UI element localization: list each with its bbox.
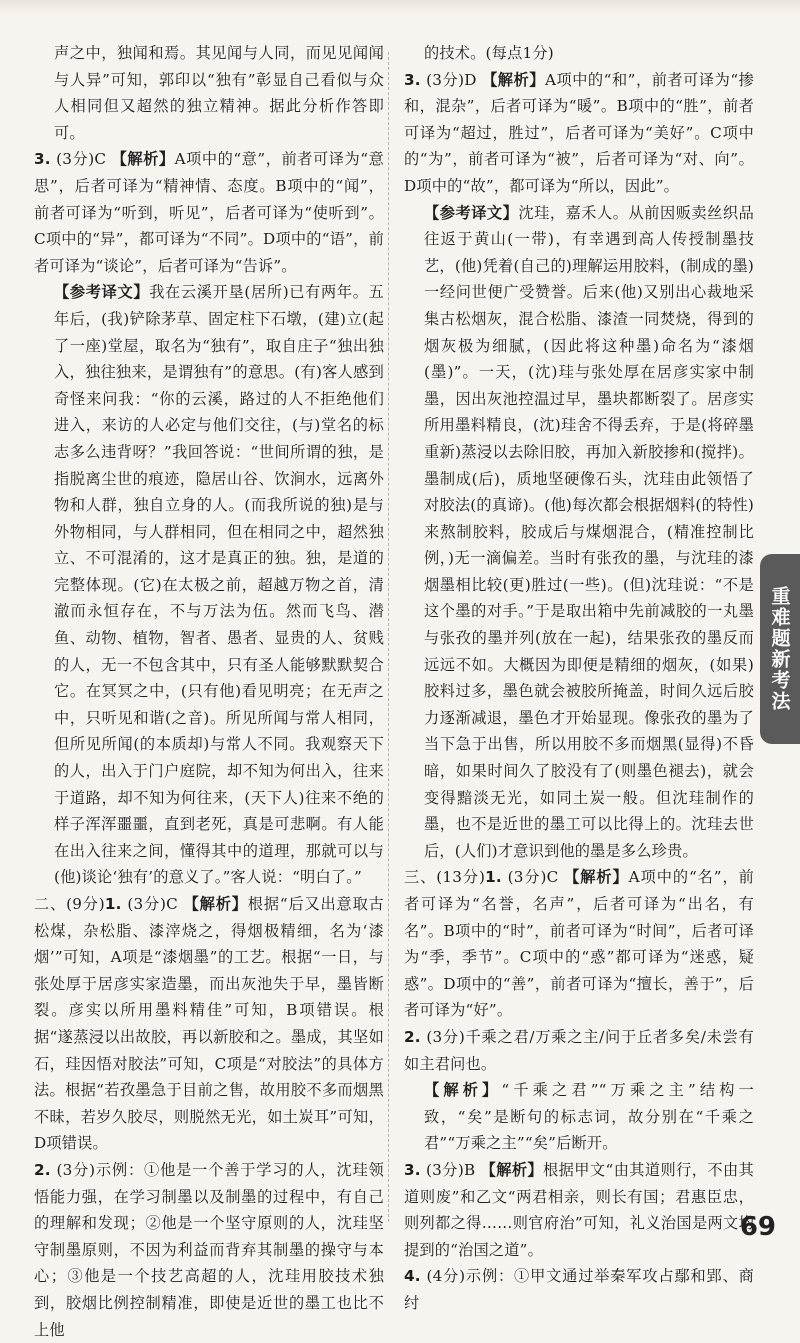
right-cont-text: 的技术。(每点1分): [424, 44, 554, 62]
left-column: [34, 40, 384, 1343]
section-three-q1: [404, 864, 754, 1024]
s3-q3-body: 根据甲文“由其道则行，不由其道则废”和乙文“两君相亲，则长有国；君惠臣忠，则列都之得……则官府治”可知，礼义治国是两文均提到的“治国之道”。: [404, 1160, 754, 1259]
s3-q1-body: A项中的“名”，前者可译为“名誉，名声”，后者可译为“出名，有名”。B项中的“时”，前者可译为“时间”，后者可译为“季，季节”。C项中的“惑”都可译为“迷惑，疑惑”。D项中的“善”，前者可译为“擅长，善于”，后者可译为“好”。: [404, 868, 754, 1020]
right-q3-score: (3分)D: [426, 70, 477, 89]
right-ref-body: 沈珪，嘉禾人。从前因贩卖丝织品往返于黄山(一带)，有幸遇到高人传授制墨技艺，(他)凭着(自己的)理解运用胶料，(制成的墨)一经问世便广受赞誉。后来(他)又别出心裁地采集古松烟灰，混合松脂、漆渣一同焚烧，得到的烟灰极为细腻，(因此将这种墨)命名为“漆烟(墨)”。一天，(沈)珪与张处厚在居彦实家中制墨，因出灰池控温过早，墨块都断裂了。居彦实所用墨料精良，(沈)珪舍不得丢弃，于是(将碎墨重新)蒸浸以去除旧胶，再加入新胶掺和(搅拌)。墨制成(后)，质地坚硬像石头，沈珪由此领悟了对胶法(的真谛)。(他)每次都会根据烟料(的特性)来熬制胶料，胶成后与煤烟混合，(精准控制比例，)无一滴偏差。当时有张孜的墨，与沈珪的漆烟墨相比较(更)胜过(一些)。(但)沈珪说：“不是这个墨的对手。”于是取出箱中先前减胶的一丸墨与张孜的墨并列(放在一起)，结果张孜的墨反而远远不如。大概因为即便是精细的烟灰，(如果)胶料过多，墨色就会被胶所掩盖，时间久远后胶力逐渐减退，墨色才开始显现。像张孜的墨为了当下急于出售，所以用胶不多而烟黑(显得)不昏暗，如果时间久了胶没有了(则墨色褪去)，就会变得黯淡无光，如同土炭一般。但沈珪制作的墨，也不是近世的墨工可以比得上的。沈珪去世后，(人们)才意识到他的墨是多么珍贵。: [424, 203, 755, 860]
right-continuation: [404, 40, 754, 67]
right-q3-number: 3.: [404, 70, 421, 89]
right-q3: [404, 67, 754, 200]
scan-edge: [0, 0, 800, 14]
s2-q1-score: (3分)C: [127, 895, 178, 913]
section-three-q4: [404, 1263, 754, 1316]
left-q3-tag: 【解析】: [111, 150, 175, 169]
page-number: 69: [739, 1212, 776, 1242]
s3-q4-number: 4.: [404, 1267, 421, 1286]
right-ref-tag: 【参考译文】: [424, 203, 519, 222]
left-ref-body: 我在云溪开垦(居所)已有两年。五年后，(我)铲除茅草、固定柱下石墩，(建)立(起了一座)堂屋，取名为“独有”，取自庄子“独出独入，独往独来，是谓独有”的意思。(有)客人感到奇怪来问我：“你的云溪，路过的人不拒绝他们进入，来访的人必定与他们交往，(与)堂名的标志多么违背呀？”我回答说：“世间所谓的独，是指脱离尘世的痕迹，隐居山谷、饮涧水，远离外物和人群，独自立身的人。(而我所说的独)是与外物相同，与人群相同，但在相同之中，超然独立、不可混淆的，这才是真正的独。独，是道的完整体现。(它)在太极之前，超越万物之首，清澈而永恒存在，不与万法为伍。然而飞鸟、潜鱼、动物、植物，智者、愚者、显贵的人、贫贱的人，无一不包含其中，只有圣人能够默默契合它。在冥冥之中，(只有他)看见明亮；在无声之中，只听见和谐(之音)。所见所闻与常人相同，但所见所闻(的本质却)与常人不同。我观察天下的人，出入于门户庭院，却不知为何出入，往来于道路，却不知为何往来，(天下人)往来不绝的样子浑浑噩噩，直到老死，真是可悲啊。有人能在出入往来之间，懂得其中的道理，那就可以与(他)谈论‘独有’的意义了。”客人说：“明白了。”: [54, 283, 384, 887]
s3-q3-tag: 【解析】: [480, 1160, 544, 1179]
left-ref-tag: 【参考译文】: [54, 283, 150, 302]
s2-q1-number: 1.: [104, 895, 122, 913]
section-three-q2-explanation: [404, 1077, 754, 1157]
s3-q4-body: 示例：①甲文通过举秦军攻占鄢和郢、商纣: [404, 1267, 754, 1312]
intro-paragraph: [34, 40, 384, 146]
section-three-number: 三、: [404, 868, 437, 887]
s3-q1-number: 1.: [485, 868, 502, 887]
left-reference-translation: [34, 279, 384, 891]
side-section-tab: [760, 554, 800, 744]
s3-q3-score: (3分)B: [426, 1160, 476, 1179]
right-reference-translation: [404, 200, 754, 865]
intro-text: 声之中，独闻和焉。其见闻与人同，而见见闻闻与人异”可知，郭印以“独有”彰显自己看似与众人相同但又超然的独立精神。据此分析作答即可。: [54, 44, 384, 142]
section-two-score: (9分): [66, 895, 105, 913]
section-two-q2: [34, 1157, 384, 1343]
s2-q1-body: 根据“后又出意取古松煤，杂松脂、漆滓烧之，得烟极精细，名为‘漆烟’”可知，A项是“漆烟墨”的工艺。根据“一日，与张处厚于居彦实家造墨，而出灰池失于早，墨皆断裂。彦实以所用墨料精佳”可知，B项错误。根据“遂蒸浸以出故胶，再以新胶和之。墨成，其坚如石，珪因悟对胶法”可知，C项是“对胶法”的具体方法。根据“若孜墨急于目前之售，故用胶不多而烟黑不昧，若岁久胶尽，则脱然无光，如土炭耳”可知，D项错误。: [34, 895, 384, 1153]
s3-q2-body: 千乘之君/万乘之主/问于丘者多矣/未尝有如主君问也。: [404, 1027, 754, 1073]
right-q3-tag: 【解析】: [482, 70, 545, 89]
s2-q2-score: (3分): [56, 1160, 96, 1179]
s3-q2-explanation-text: “千乘之君”“万乘之主”结构一致，“矣”是断句的标志词，故分别在“千乘之君”“万乘之主”“矣”后断开。: [424, 1081, 754, 1153]
s3-q3-number: 3.: [404, 1160, 421, 1179]
s3-q2-score: (3分): [426, 1027, 466, 1046]
left-q3-score: (3分)C: [56, 150, 107, 169]
left-q3: [34, 146, 384, 279]
section-three-q2: [404, 1024, 754, 1077]
s2-q1-tag: 【解析】: [183, 895, 248, 913]
s3-q1-score: (3分)C: [507, 868, 559, 887]
left-q3-body: A项中的“意”，前者可译为“意思”，后者可译为“精神情、态度。B项中的“闻”，前者可译为“听到，听见”，后者可译为“使听到”。C项中的“异”，都可译为“不同”。D项中的“语”，前者可译为“谈论”，后者可译为“告诉”。: [34, 150, 384, 275]
section-three-q3: [404, 1157, 754, 1263]
right-q3-body: A项中的“和”，前者可译为“掺和，混杂”，后者可译为“暖”。B项中的“胜”，前者可译为“超过，胜过”，后者可译为“美好”。C项中的“为”，前者可译为“被”，后者可译为“对、向”。D项中的“故”，都可译为“所以，因此”。: [404, 70, 755, 195]
side-tab-label: 重难题新考法: [768, 586, 791, 712]
section-three-score: (13分): [436, 868, 486, 887]
right-column: [404, 40, 754, 1317]
s3-q2-tag: 【解析】: [424, 1081, 502, 1100]
section-two-q1: [34, 891, 384, 1157]
section-two-number: 二、: [34, 895, 67, 913]
column-divider: [388, 52, 389, 1222]
s2-q2-body: 示例：①他是一个善于学习的人，沈珪领悟能力强，在学习制墨以及制墨的过程中，有自己的理解和发现；②他是一个坚守原则的人，沈珪坚守制墨原则，不因为利益而背弃其制墨的操守与本心；③他是一个技艺高超的人，沈珪用胶技术独到，胶烟比例控制精准，即使是近世的墨工也比不上他: [34, 1160, 384, 1339]
s3-q4-score: (4分): [426, 1267, 466, 1286]
left-q3-number: 3.: [34, 150, 51, 169]
s2-q2-number: 2.: [34, 1160, 51, 1179]
s3-q2-number: 2.: [404, 1027, 421, 1046]
s3-q1-tag: 【解析】: [564, 868, 629, 887]
